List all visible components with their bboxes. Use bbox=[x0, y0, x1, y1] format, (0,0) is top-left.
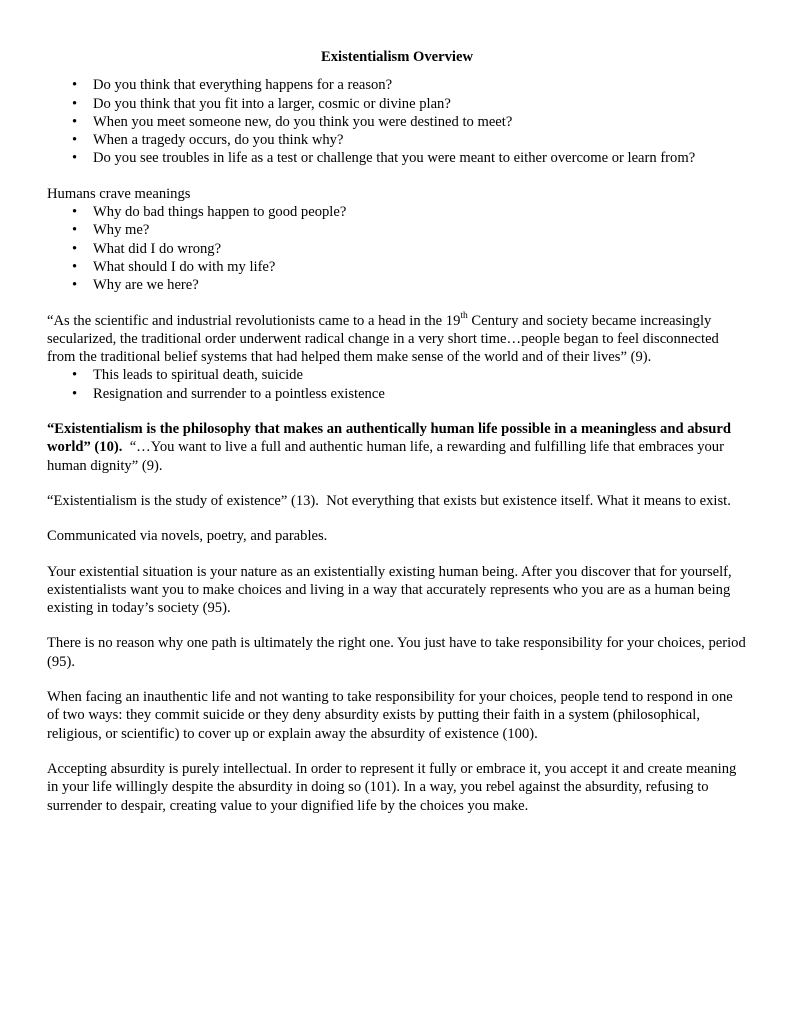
list-item-text: When a tragedy occurs, do you think why? bbox=[93, 132, 344, 149]
bullet-icon: • bbox=[72, 258, 78, 275]
body-paragraph: Your existential situation is your nature as an existentially existing human being. After you discover that for yourself, existentialists want you to make choices and living in a way that accurately represents who you are as a human being existing in today’s society (95). bbox=[47, 563, 732, 617]
list-item bbox=[47, 240, 747, 258]
body-paragraph: Accepting absurdity is purely intellectual. In order to represent it fully or embrace it, you accept it and create meaning in your life willingly despite the absurdity in doing so (101). In a way, you rebel against the absurdity, refusing to surrender to despair, creating value to your dignified life by the choices you make. bbox=[47, 760, 737, 814]
list-item-text: Resignation and surrender to a pointless existence bbox=[93, 385, 385, 402]
list-item bbox=[47, 276, 747, 294]
list-item-text: Do you think that everything happens for a reason? bbox=[93, 77, 393, 94]
list-item bbox=[47, 258, 747, 276]
list-item bbox=[47, 113, 747, 131]
document-page bbox=[47, 48, 747, 815]
list-item-text: What did I do wrong? bbox=[93, 240, 222, 257]
list-item-text: Do you think that you fit into a larger, cosmic or divine plan? bbox=[93, 95, 451, 112]
bullet-icon: • bbox=[72, 77, 78, 94]
body-paragraph: There is no reason why one path is ultimately the right one. You just have to take responsibility for your choices, period (95). bbox=[47, 635, 746, 670]
bullet-icon: • bbox=[72, 222, 78, 239]
list-item bbox=[47, 366, 747, 384]
question-list bbox=[47, 76, 747, 167]
bullet-icon: • bbox=[72, 385, 78, 402]
bullet-icon: • bbox=[72, 367, 78, 384]
list-item bbox=[47, 76, 747, 94]
body-paragraph: “Existentialism is the study of existence” (13). Not everything that exists but existence itself. What it means to exist. bbox=[47, 492, 731, 509]
bullet-icon: • bbox=[72, 132, 78, 149]
bullet-icon: • bbox=[72, 95, 78, 112]
bullet-icon: • bbox=[72, 240, 78, 257]
list-item-text: What should I do with my life? bbox=[93, 258, 276, 275]
bullet-icon: • bbox=[72, 277, 78, 294]
quote-paragraph: “As the scientific and industrial revolutionists came to a head in the 19th Century and society became increasingly secularized, the traditional order underwent radical change in a very short time…people began to feel disconnected from the traditional belief systems that had helped them make sense of the world and of their lives” (9). bbox=[47, 310, 719, 366]
body-paragraph: Communicated via novels, poetry, and parables. bbox=[47, 528, 328, 545]
list-item bbox=[47, 95, 747, 113]
list-item bbox=[47, 131, 747, 149]
list-item-text: Why me? bbox=[93, 222, 150, 239]
list-item-text: Do you see troubles in life as a test or challenge that you were meant to either overcome or learn from? bbox=[93, 150, 696, 167]
bullet-icon: • bbox=[72, 204, 78, 221]
definition-paragraph bbox=[47, 420, 747, 475]
definition-bold: “Existentialism is the philosophy that makes an authentically human life possible in a meaningless and absurd world” (10). bbox=[47, 421, 732, 456]
bullet-icon: • bbox=[72, 150, 78, 167]
definition-rest: “…You want to live a full and authentic human life, a rewarding and fulfilling life that embraces your human dignity” (9). bbox=[47, 439, 728, 474]
section-heading: Humans crave meanings bbox=[47, 185, 191, 202]
list-item-text: This leads to spiritual death, suicide bbox=[93, 367, 303, 384]
superscript: th bbox=[460, 310, 468, 321]
list-item-text: Why do bad things happen to good people? bbox=[93, 204, 347, 221]
list-item-text: When you meet someone new, do you think you were destined to meet? bbox=[93, 113, 513, 130]
consequence-list bbox=[47, 366, 747, 403]
list-item bbox=[47, 149, 747, 167]
list-item bbox=[47, 203, 747, 221]
bullet-icon: • bbox=[72, 113, 78, 130]
body-paragraph: When facing an inauthentic life and not wanting to take responsibility for your choices, people tend to respond in one of two ways: they commit suicide or they deny absurdity exists by putting their faith in a system (philosophical, religious, or scientific) to cover up or explain away the absurdity of existence (100). bbox=[47, 689, 733, 742]
list-item bbox=[47, 385, 747, 403]
page-title: Existentialism Overview bbox=[321, 49, 473, 65]
meaning-question-list bbox=[47, 203, 747, 294]
list-item bbox=[47, 221, 747, 239]
list-item-text: Why are we here? bbox=[93, 277, 199, 294]
